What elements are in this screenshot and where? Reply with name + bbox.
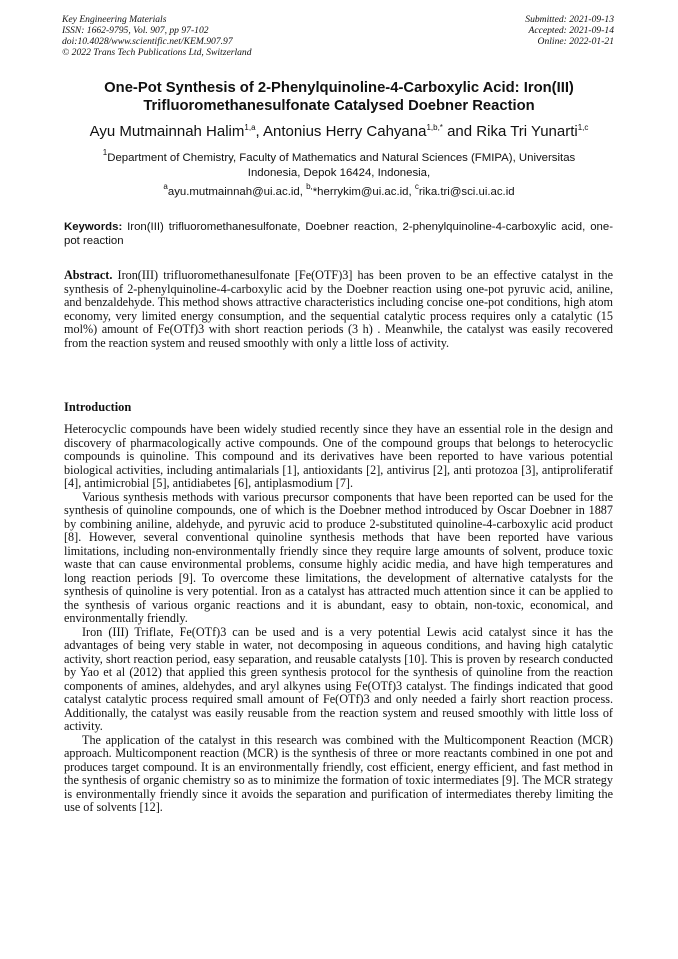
author-emails (40, 182, 638, 199)
author-separator: and (442, 123, 477, 140)
author-name: Ayu Mutmainnah Halim (89, 123, 245, 140)
author-separator: , (255, 123, 264, 140)
email-link[interactable]: ayu.mutmainnah@ui.ac.id, (167, 186, 307, 198)
affiliation (60, 148, 618, 181)
paragraph: Various synthesis methods with various precursor components that have been reported can be used for the synthesis of quinoline compounds, one of which is the Doebner method introduced by Oscar Doebner in 1887 by combining aniline, aldehyde, and pyruvic acid to produce 2-substituted quinoline-4-carboxylic acid product [8]. However, several conventional quinoline synthesis methods that have been reported have various limitations, including non-environmentally friendly since they require large amounts of solvent, produce toxic waste that can cause environmental problems, consume highly acidic media, and have high temperatures and long reaction periods [9]. To overcome these limitations, the development of alternative catalysts for the synthesis of quinoline is very potential. Iron as a catalyst has attracted much attention since it can be applied to the synthesis of various organic reactions and it is abundant, easy to obtain, non-toxic, economical, and environmentally friendly. (64, 489, 613, 625)
paper-title (40, 79, 638, 115)
abstract-label: Abstract. (64, 268, 113, 282)
submitted-date: Submitted: 2021-09-13 (525, 14, 614, 25)
abstract-text: Iron(III) trifluoromethanesulfonate [Fe(OTF)3] has been proven to be an effective catalyst in the synthesis of 2-phenylquinoline-4-carboxylic acid by the Doebner reaction using one-pot pyruvic acid, aniline, and benzaldehyde. This method shows attractive characteristics including concise one-pot conditions, high atom economy, very limited energy consumption, and the sequential catalytic process requires only a catalytic (15 mol%) amount of Fe(OTf)3 with short reaction periods (3 h) . Meanwhile, the catalyst was easily recovered from the reaction system and reused smoothly with only a little loss of activity. (64, 268, 613, 350)
introduction-body (64, 423, 613, 815)
journal-header (62, 14, 252, 58)
email-superscript: b, (306, 182, 313, 191)
author-superscript: 1,c (577, 123, 589, 132)
abstract (64, 269, 613, 350)
keywords-text: Iron(III) trifluoromethanesulfonate, Doebner reaction, 2-phenylquinoline-4-carboxylic acid, one-pot reaction (64, 221, 613, 247)
issn: ISSN: 1662-9795, Vol. 907, pp 97-102 (62, 25, 209, 36)
author-list (20, 123, 658, 141)
email-superscript: c (414, 182, 419, 191)
affiliation-line-2: Indonesia, Depok 16424, Indonesia, (247, 167, 431, 179)
email-link[interactable]: rika.tri@sci.ui.ac.id (418, 186, 515, 198)
email-link[interactable]: *herrykim@ui.ac.id, (312, 186, 415, 198)
paragraph: Heterocyclic compounds have been widely studied recently since they have an essential role in the design and discovery of pharmacologically active compounds. One of the compound groups that belongs to heterocyclic compounds is quinoline. This compound and its derivatives have been reported to have various potential biological activities, including antimalarials [1], antioxidants [2], antivirus [2], anti protozoa [3], antiproliferatif [4], antimicrobial [5], antidiabetes [6], antiplasmodium [7]. (64, 422, 613, 490)
accepted-date: Accepted: 2021-09-14 (528, 25, 614, 36)
paragraph: The application of the catalyst in this research was combined with the Multicomponent Reaction (MCR) approach. Multicomponent reaction (MCR) is the synthesis of three or more reactants combined in one pot and produces target compound. It is an environmentally friendly, cost efficient, energy efficient, and fast method in the synthesis of organic chemistry so as to minimize the formation of toxic intermediates [9]. The MCR strategy is environmentally friendly since it avoids the separation and purification of intermediates thereby limiting the use of solvents [12]. (64, 732, 613, 814)
section-heading-introduction: Introduction (64, 400, 132, 414)
affiliation-superscript: 1 (102, 148, 108, 157)
online-date: Online: 2022-01-21 (537, 36, 614, 47)
author-name: Rika Tri Yunarti (476, 123, 578, 140)
title-line-2: Trifluoromethanesulfonate Catalysed Doebner Reaction (143, 98, 535, 114)
author-superscript: 1,a (244, 123, 256, 132)
keywords-label: Keywords: (64, 221, 123, 233)
affiliation-line-1: $^1$Department of Chemistry, Faculty of Mathematics and Natural Sciences (FMIPA), Universitas (102, 148, 576, 164)
author-superscript: 1,b,* (426, 123, 443, 132)
paragraph: Iron (III) Triflate, Fe(OTf)3 can be used and is a very potential Lewis acid catalyst since it has the advantages of being very stable in water, not decomposing in aqueous conditions, and having high catalytic activity, short reaction period, easy separation, and reusable catalysts [10]. This is proven by research conducted by Yao et al (2012) that applied this green synthesis protocol for the synthesis of quinoline from the reaction components of amines, aldehydes, and aryl alkynes using Fe(OTf)3 catalyst. The findings indicated that good catalyst catalytic process required small amount of Fe(OTf)3 and only needed a fairly short reaction process. Additionally, the catalyst was easily reusable from the reaction system and reused smoothly with little loss of activity. (64, 624, 613, 733)
doi: doi:10.4028/www.scientific.net/KEM.907.97 (62, 36, 233, 47)
email-superscript: a (163, 182, 168, 191)
journal-name: Key Engineering Materials (62, 14, 167, 25)
title-line-1: One-Pot Synthesis of 2-Phenylquinoline-4-Carboxylic Acid: Iron(III) (104, 80, 574, 96)
author-name: Antonius Herry Cahyana (263, 123, 427, 140)
keywords (64, 220, 613, 248)
copyright: © 2022 Trans Tech Publications Ltd, Switzerland (62, 47, 252, 58)
dates-header (525, 14, 614, 47)
